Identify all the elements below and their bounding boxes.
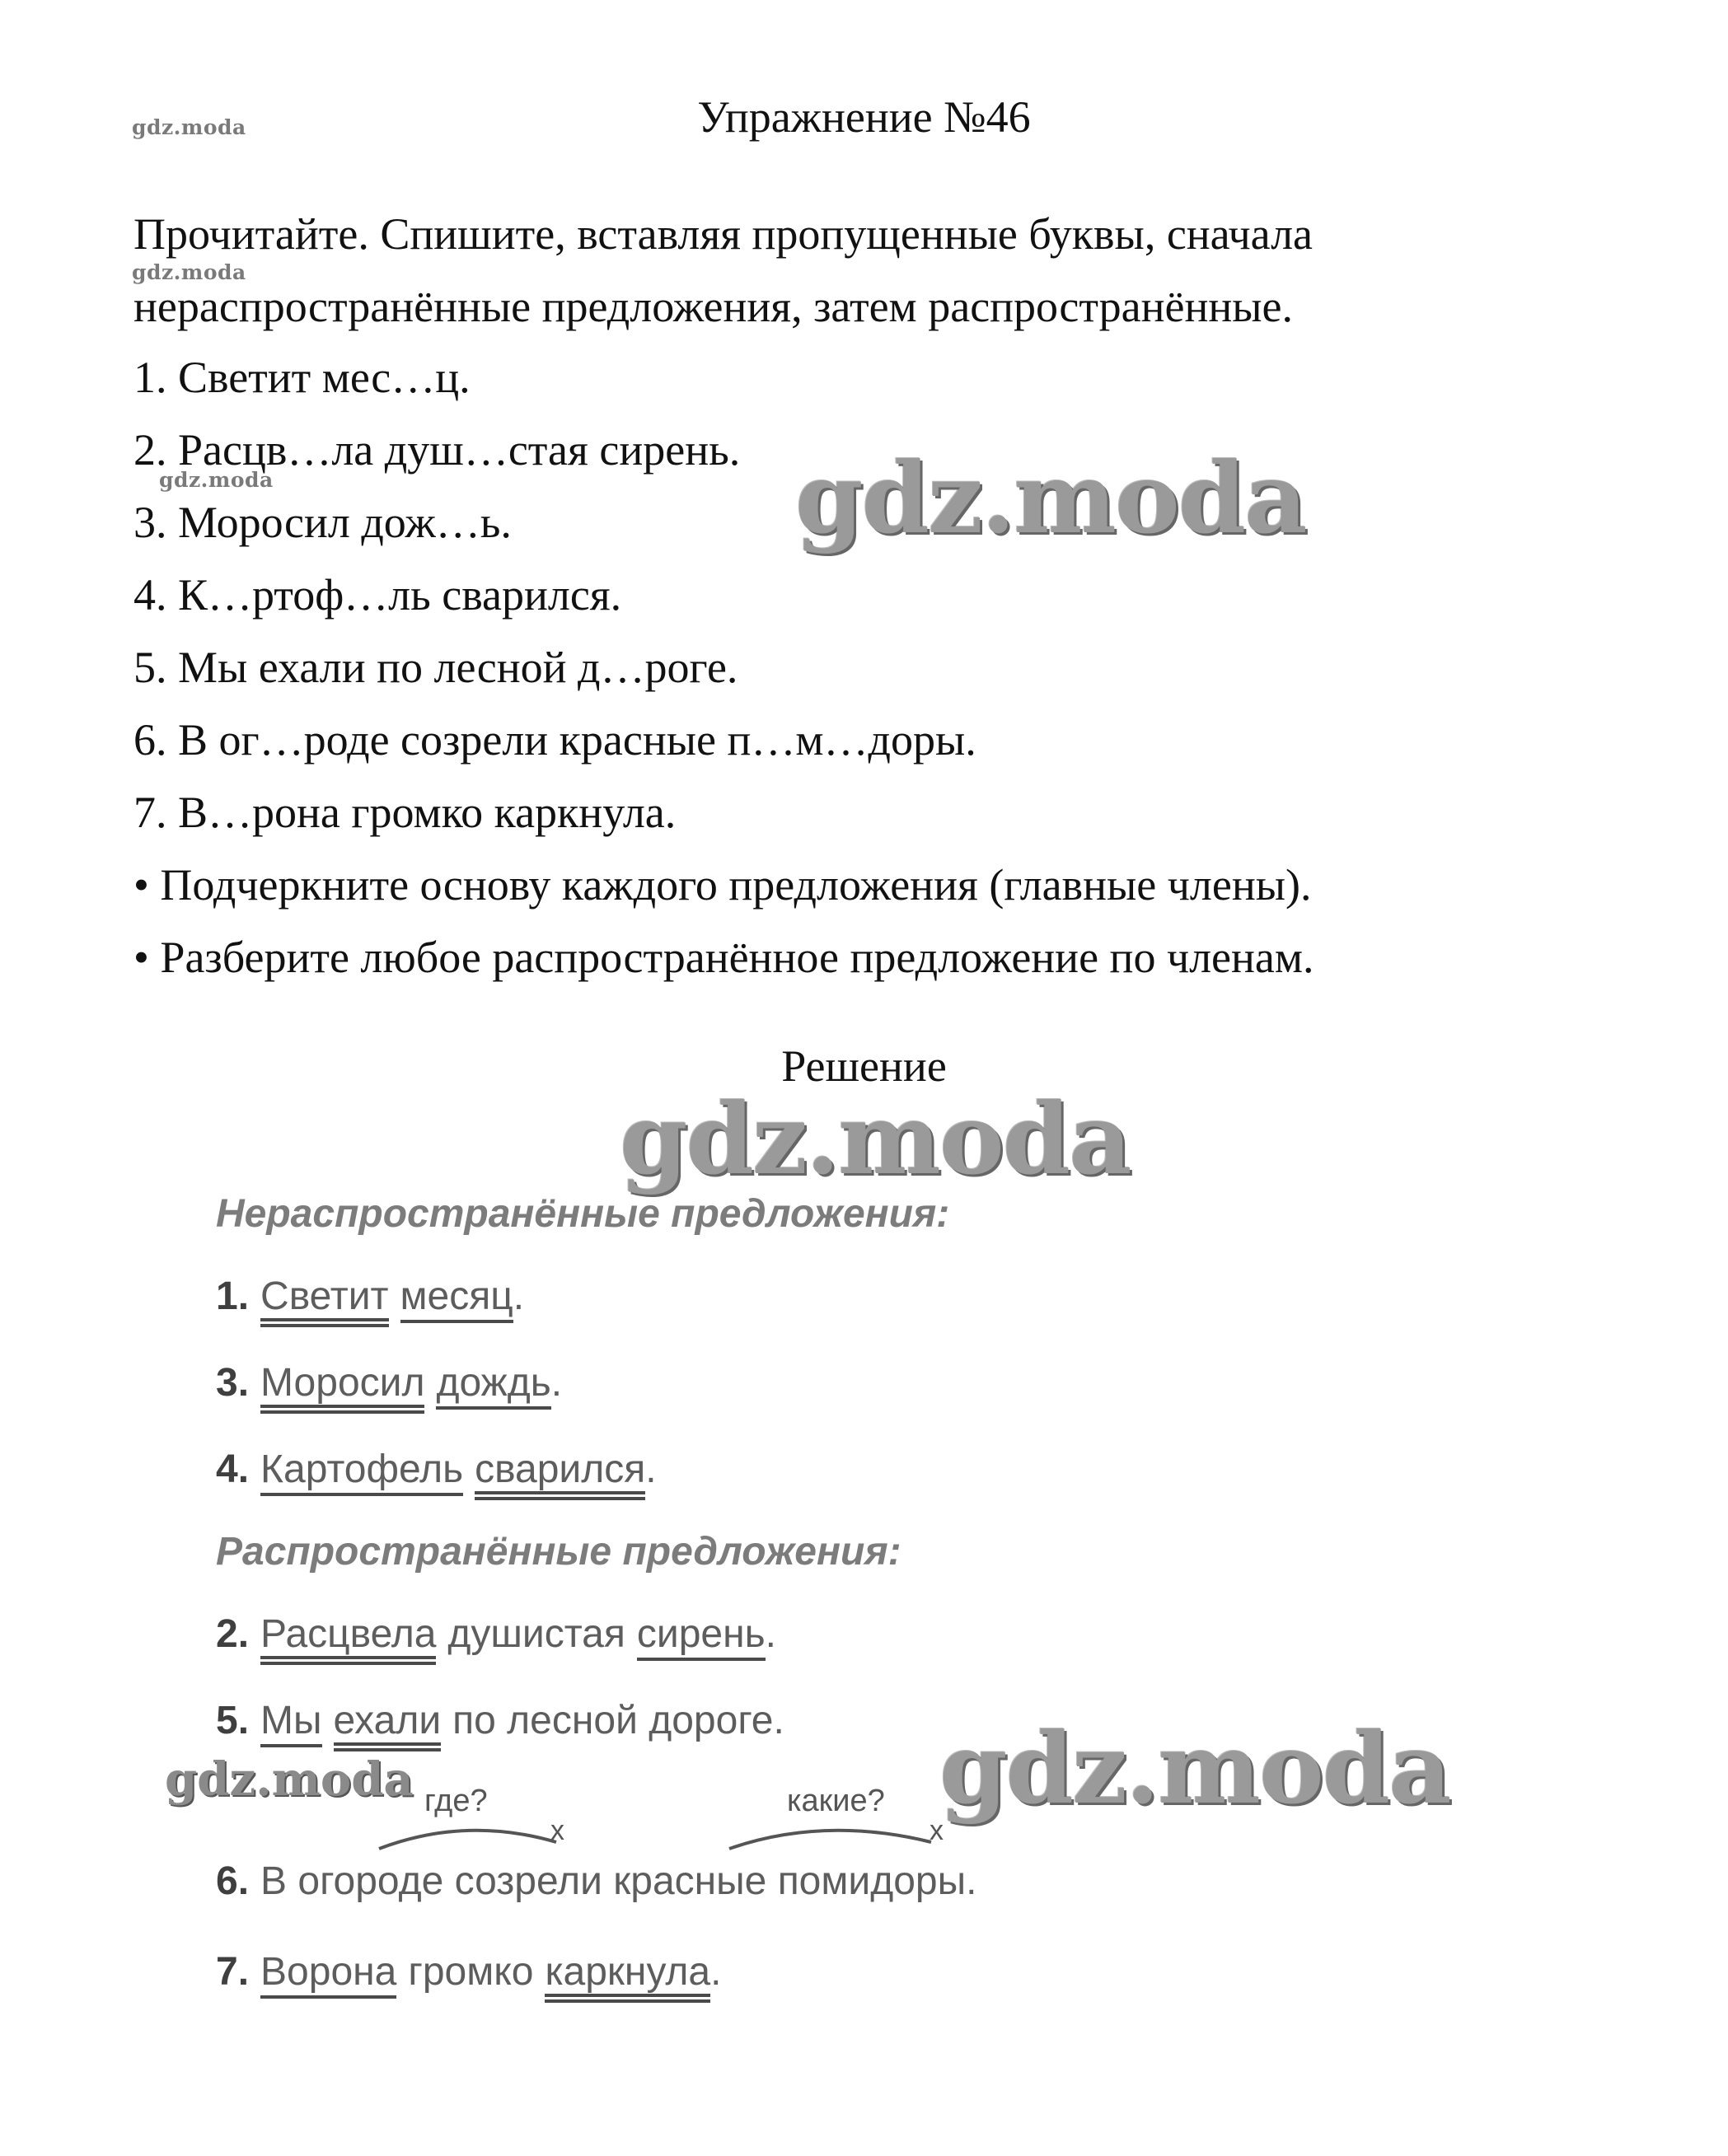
solution-sentence-2 (216, 1611, 776, 1658)
sentence-end: . (550, 1361, 563, 1405)
task-item: 2. Расцв…ла душ…стая сирень. (133, 425, 741, 475)
sentence-end: . (645, 1447, 657, 1491)
task-item: • Разберите любое распространённое предложение по членам. (133, 933, 1314, 982)
adverbial-arc (375, 1821, 564, 1854)
task-list (133, 341, 1314, 994)
task-item: • Подчеркните основу каждого предложения (главные члены). (133, 860, 1312, 910)
task-item: 7. В…рона громко каркнула. (133, 788, 677, 837)
task-item: 3. Моросил дож…ь. (133, 498, 512, 547)
predicate: сварился (475, 1447, 645, 1500)
sentence-number: 2. (216, 1612, 250, 1656)
sentence-end: . (765, 1612, 776, 1656)
exercise-title: Упражнение №46 (697, 92, 1031, 142)
sentence-rest: по лесной дороге. (452, 1699, 784, 1742)
sentence-number: 1. (216, 1274, 250, 1318)
subject: Картофель (260, 1447, 463, 1496)
task-item: 1. Светит мес…ц. (133, 353, 471, 402)
watermark-medium: gdz.moda (165, 1752, 414, 1807)
watermark-large: gdz.moda (939, 1711, 1450, 1826)
watermark-small: gdz.moda (132, 115, 246, 139)
exercise-instruction: Прочитайте. Спишите, вставляя пропущенные буквы, сначала нераспространённые предложения, затем распространённые. (133, 209, 1313, 331)
solution-title: Решение (781, 1041, 947, 1091)
sentence-number: 6. (216, 1859, 250, 1903)
heading-extended-sentences: Распространённые предложения: (216, 1530, 901, 1574)
attribute-arc (725, 1821, 939, 1854)
predicate: Моросил (260, 1361, 424, 1414)
attribute-word: душистая (447, 1612, 625, 1656)
solution-sentence-5 (216, 1697, 784, 1745)
subject: дождь (436, 1361, 550, 1410)
subject: Мы (260, 1699, 321, 1747)
sentence-text: В огороде созрели красные помидоры. (260, 1859, 977, 1903)
x-mark: x (930, 1815, 944, 1846)
solution-sentence-6 (216, 1858, 976, 1906)
subject: Ворона (260, 1950, 396, 1999)
watermark-large: gdz.moda (795, 441, 1306, 555)
heading-simple-sentences: Нераспространённые предложения: (216, 1192, 950, 1236)
sentence-number: 4. (216, 1447, 250, 1491)
sentence-number: 7. (216, 1950, 250, 1994)
task-item: 5. Мы ехали по лесной д…роге. (133, 643, 738, 692)
solution-sentence-4 (216, 1446, 657, 1494)
watermark-small: gdz.moda (159, 468, 274, 492)
question-which: какие? (787, 1784, 885, 1818)
subject: месяц (400, 1274, 513, 1323)
predicate: ехали (334, 1699, 442, 1751)
adverb-word: громко (408, 1950, 534, 1994)
watermark-large: gdz.moda (620, 1082, 1131, 1196)
subject: сирень (637, 1612, 766, 1661)
task-item: 6. В ог…роде созрели красные п…м…доры. (133, 715, 976, 765)
predicate: каркнула (545, 1950, 710, 2003)
sentence-end: . (513, 1274, 525, 1318)
watermark-small: gdz.moda (132, 260, 246, 284)
predicate: Светит (260, 1274, 389, 1327)
predicate: Расцвела (260, 1612, 436, 1665)
solution-sentence-1 (216, 1273, 524, 1321)
sentence-end: . (710, 1950, 722, 1994)
question-where: где? (424, 1784, 488, 1818)
solution-sentence-7 (216, 1948, 721, 1996)
sentence-number: 3. (216, 1361, 250, 1405)
solution-sentence-3 (216, 1359, 562, 1407)
x-mark: x (550, 1815, 564, 1846)
sentence-number: 5. (216, 1699, 250, 1742)
task-item: 4. К…ртоф…ль сварился. (133, 570, 622, 620)
